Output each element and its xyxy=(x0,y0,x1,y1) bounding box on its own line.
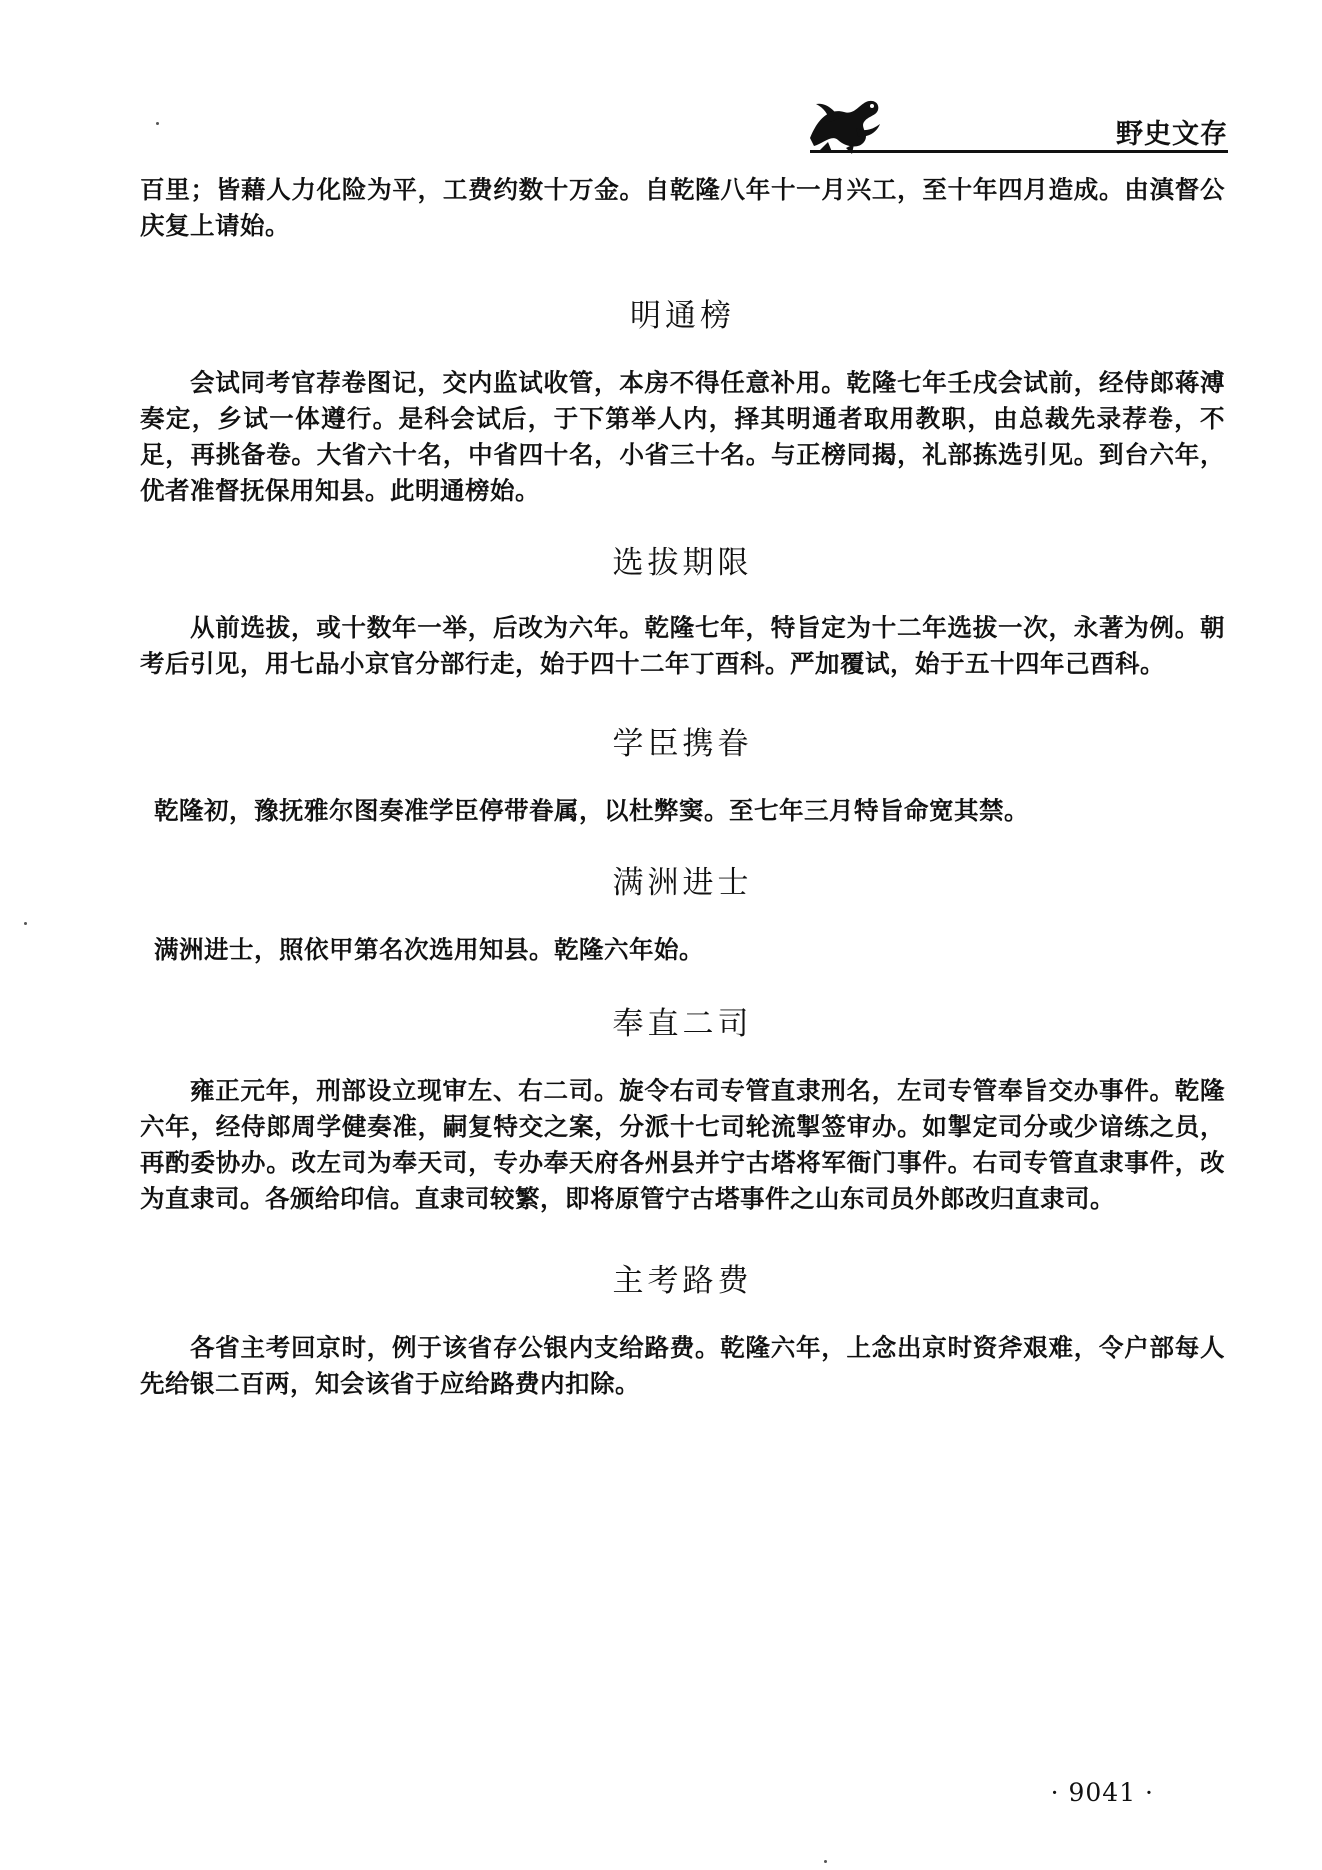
series-title: 野史文存 xyxy=(1116,119,1228,150)
section-fengzhi-ersi xyxy=(140,998,1225,1217)
section-title: 学臣携眷 xyxy=(612,726,753,762)
section-title: 主考路费 xyxy=(612,1263,753,1299)
section-paragraph: 雍正元年，刑部设立现审左、右二司。旋令右司专管直隶刑名，左司专管奉旨交办事件。乾隆六年，经侍郎周学健奏准，嗣复特交之案，分派十七司轮流掣签审办。如掣定司分或少谙练之员，再酌委协办。改左司为奉天司，专办奉天府各州县并宁古塔将军衙门事件。右司专管直隶事件，改为直隶司。各颁给印信。直隶司较繁，即将原管宁古塔事件之山东司员外郎改归直隶司。 xyxy=(140,1076,1225,1213)
page-number: · 9041 · xyxy=(1050,1778,1154,1807)
section-paragraph: 会试同考官荐卷图记，交内监试收管，本房不得任意补用。乾隆七年壬戌会试前，经侍郎蒋溥奏定，乡试一体遵行。是科会试后，于下第举人内，择其明通者取用教职，由总裁先录荐卷，不足，再挑备卷。大省六十名，中省四十名，小省三十名。与正榜同揭，礼部拣选引见。到台六年，优者准督抚保用知县。此明通榜始。 xyxy=(140,368,1225,505)
section-zhukao-lufei xyxy=(140,1255,1225,1402)
section-title: 奉直二司 xyxy=(612,1006,753,1042)
section-paragraph: 乾隆初，豫抚雅尔图奏准学臣停带眷属，以杜弊窦。至七年三月特旨命宽其禁。 xyxy=(154,796,1029,825)
header-rule xyxy=(810,150,1228,153)
page-content xyxy=(140,172,1225,1402)
scan-speck xyxy=(824,1860,827,1863)
section-title: 满洲进士 xyxy=(612,865,753,901)
section-title: 选拔期限 xyxy=(612,545,753,581)
section-mingtong-bang xyxy=(140,290,1225,509)
scan-speck xyxy=(24,922,27,925)
dragon-emblem-icon xyxy=(800,88,892,158)
section-xuechen-xiejuan xyxy=(140,718,1225,829)
scan-speck xyxy=(156,122,159,125)
section-title: 明通榜 xyxy=(630,298,735,334)
section-paragraph: 满洲进士，照依甲第名次选用知县。乾隆六年始。 xyxy=(154,935,704,964)
section-manzhou-jinshi xyxy=(140,857,1225,968)
intro-paragraph: 百里；皆藉人力化险为平，工费约数十万金。自乾隆八年十一月兴工，至十年四月造成。由滇督公庆复上请始。 xyxy=(140,175,1225,240)
section-paragraph: 从前选拔，或十数年一举，后改为六年。乾隆七年，特旨定为十二年选拔一次，永著为例。朝考后引见，用七品小京官分部行走，始于四十二年丁酉科。严加覆试，始于五十四年己酉科。 xyxy=(140,613,1225,678)
section-xuanba-qixian xyxy=(140,537,1225,682)
section-paragraph: 各省主考回京时，例于该省存公银内支给路费。乾隆六年，上念出京时资斧艰难，令户部每人先给银二百两，知会该省于应给路费内扣除。 xyxy=(140,1333,1225,1398)
